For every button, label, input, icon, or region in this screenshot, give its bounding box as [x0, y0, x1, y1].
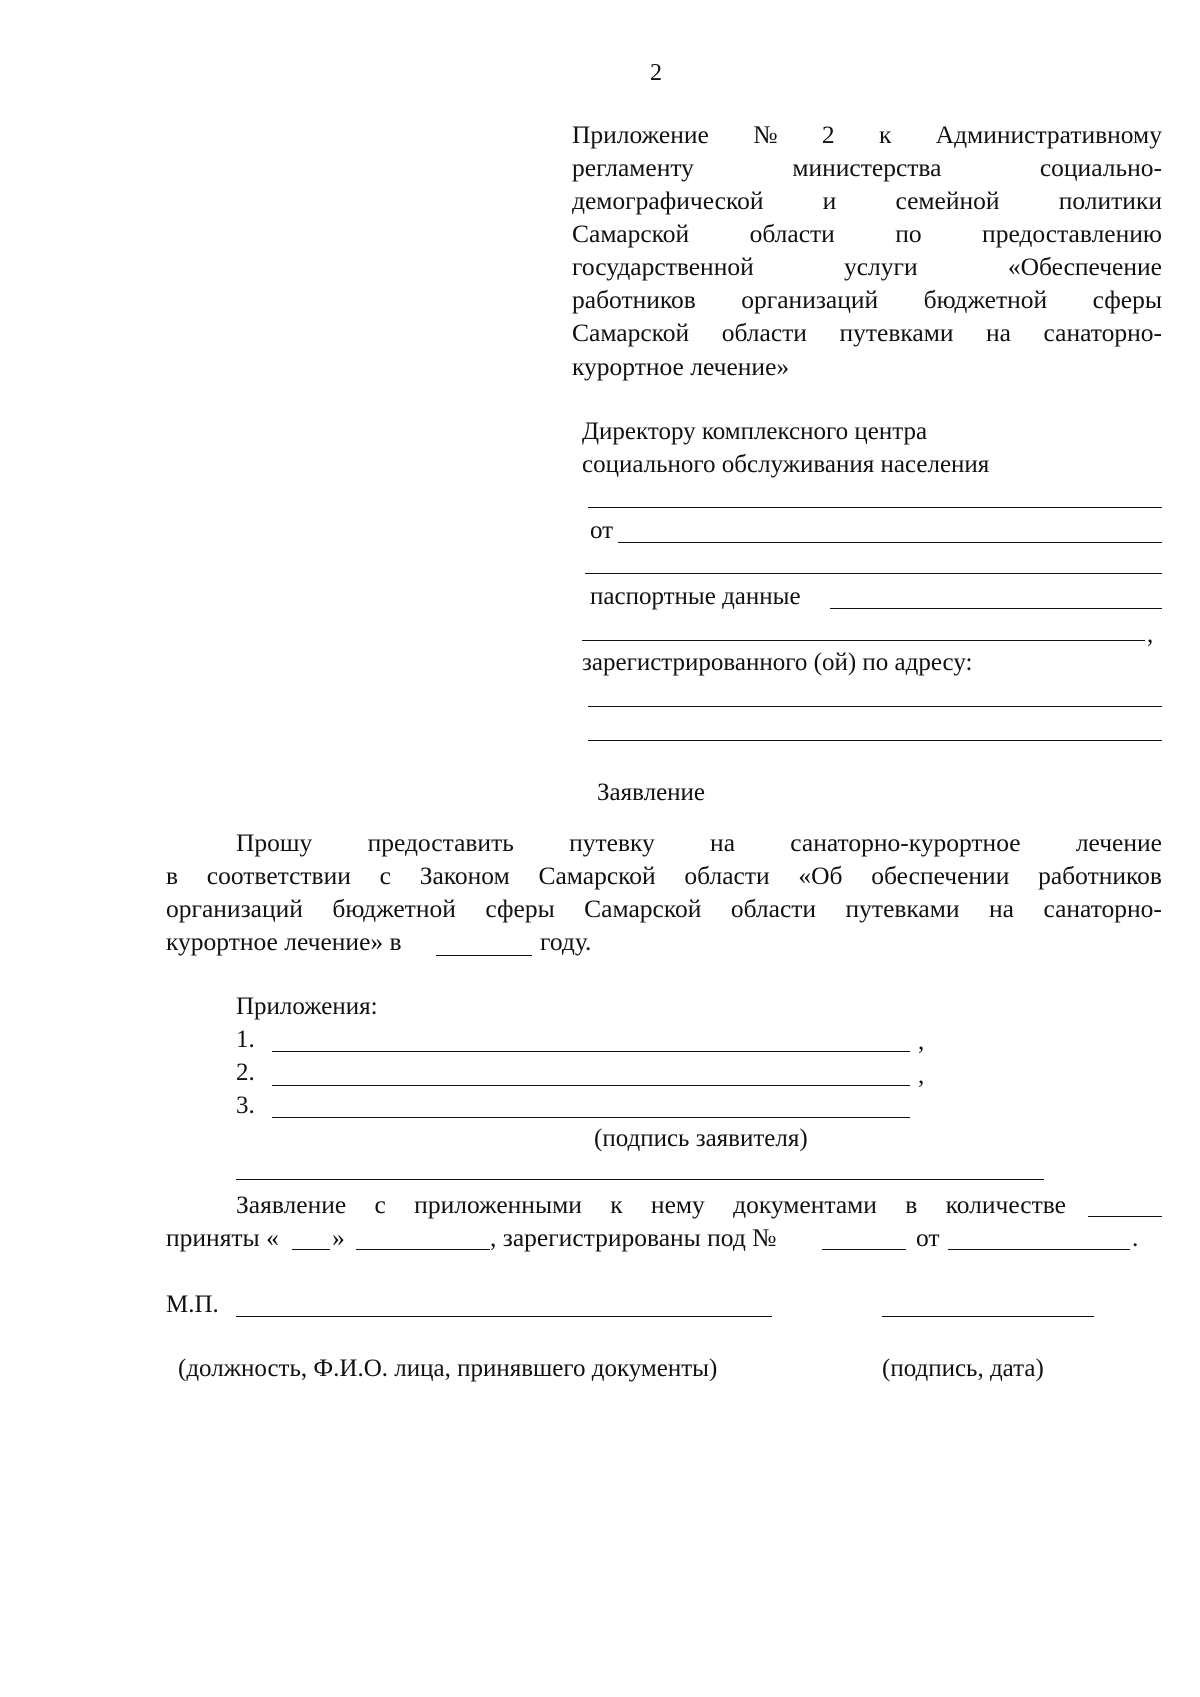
- appendix-word: Административному: [935, 120, 1162, 149]
- statement-word: «Об: [798, 861, 843, 890]
- statement-title: Заявление: [597, 779, 706, 806]
- appendix-word: путевками: [839, 318, 954, 347]
- position-caption: (должность, Ф.И.О. лица, принявшего документы): [178, 1355, 718, 1382]
- attachment-field-1[interactable]: [272, 1051, 910, 1052]
- appendix-last-line: курортное лечение»: [572, 352, 790, 381]
- attachment-field-2[interactable]: [272, 1085, 910, 1086]
- separator-line: [236, 1179, 1044, 1180]
- attachments-label: Приложения:: [236, 993, 378, 1020]
- registered-label: зарегистрированного (ой) по адресу:: [582, 649, 973, 676]
- accepted-month-field[interactable]: [356, 1249, 490, 1250]
- appendix-word: Самарской: [572, 318, 690, 347]
- appendix-word: на: [986, 318, 1011, 347]
- appendix-word: семейной: [895, 186, 1000, 215]
- passport-comma: ,: [1147, 621, 1154, 648]
- statement-word: на: [710, 828, 736, 857]
- appendix-word: социально-: [1039, 153, 1162, 182]
- addressee-line-2: социального обслуживания населения: [582, 451, 990, 478]
- position-name-field[interactable]: [236, 1316, 772, 1317]
- stamp-label: М.П.: [166, 1291, 219, 1318]
- address-field-1[interactable]: [588, 706, 1162, 707]
- year-field[interactable]: [436, 955, 532, 956]
- accepted-label: приняты «: [166, 1223, 279, 1252]
- acceptance-word: к: [610, 1190, 623, 1219]
- attachment-num-2: 2.: [236, 1059, 255, 1086]
- page-number: 2: [650, 60, 662, 86]
- statement-line-3: [166, 892, 1162, 925]
- statement-word: организаций: [166, 894, 303, 923]
- acceptance-word: документами: [733, 1190, 877, 1219]
- appendix-word: сферы: [1092, 285, 1162, 314]
- appendix-word: политики: [1058, 186, 1162, 215]
- statement-word: обеспечении: [871, 861, 1010, 890]
- appendix-word: государственной: [572, 252, 754, 281]
- statement-word: бюджетной: [332, 894, 456, 923]
- statement-word: с: [379, 861, 391, 890]
- appendix-word: регламенту: [572, 153, 694, 182]
- statement-word: санаторно-: [1043, 894, 1162, 923]
- statement-word: Прошу: [236, 828, 313, 857]
- signature-date-field[interactable]: [882, 1316, 1094, 1317]
- passport-field-continuation[interactable]: [582, 640, 1145, 641]
- appendix-word: области: [721, 318, 807, 347]
- attachment-num-1: 1.: [236, 1026, 255, 1053]
- statement-word: путевками: [845, 894, 960, 923]
- statement-word: сферы: [485, 894, 555, 923]
- statement-word: работников: [1038, 861, 1162, 890]
- statement-word: лечение: [1075, 828, 1162, 857]
- appendix-word: и: [822, 186, 837, 215]
- applicant-signature-caption: (подпись заявителя): [594, 1125, 808, 1152]
- appendix-line: [572, 283, 1162, 316]
- attachment-num-3: 3.: [236, 1092, 255, 1119]
- attachment-field-3[interactable]: [272, 1117, 910, 1118]
- appendix-word: работников: [572, 285, 696, 314]
- acceptance-word: приложенными: [414, 1190, 582, 1219]
- registration-from-label: от: [916, 1223, 940, 1252]
- appendix-line: [572, 151, 1162, 184]
- passport-label: паспортные данные: [590, 583, 801, 610]
- appendix-word: области: [749, 219, 835, 248]
- statement-word: Самарской: [538, 861, 656, 890]
- statement-line-4-suffix: году.: [540, 927, 592, 956]
- statement-word: в: [166, 861, 179, 890]
- statement-word: области: [730, 894, 817, 923]
- statement-word: области: [684, 861, 770, 890]
- acceptance-word: количестве: [945, 1190, 1066, 1219]
- appendix-line: [572, 118, 1162, 151]
- appendix-line: [572, 316, 1162, 349]
- passport-field[interactable]: [830, 608, 1162, 609]
- appendix-word: бюджетной: [923, 285, 1048, 314]
- statement-word: Самарской: [584, 894, 702, 923]
- acceptance-word: Заявление: [236, 1190, 347, 1219]
- acceptance-line-1: [236, 1188, 1066, 1221]
- registration-number-field[interactable]: [822, 1249, 906, 1250]
- addressee-blank-line[interactable]: [588, 507, 1162, 508]
- appendix-word: к: [878, 120, 892, 149]
- appendix-word: «Обеспечение: [1007, 252, 1162, 281]
- accepted-day-field[interactable]: [292, 1249, 330, 1250]
- from-field[interactable]: [618, 542, 1162, 543]
- attachment-comma-1: ,: [918, 1028, 925, 1055]
- appendix-word: министерства: [792, 153, 942, 182]
- appendix-word: Приложение: [572, 120, 709, 149]
- accepted-quote-close: »: [332, 1223, 345, 1252]
- acceptance-word: с: [374, 1190, 386, 1219]
- appendix-word: санаторно-: [1043, 318, 1162, 347]
- document-count-field[interactable]: [1088, 1216, 1162, 1217]
- appendix-word: №: [753, 120, 778, 149]
- acceptance-word: в: [905, 1190, 918, 1219]
- statement-line-2: [166, 859, 1162, 892]
- signature-date-caption: (подпись, дата): [882, 1355, 1044, 1382]
- appendix-word: по: [895, 219, 922, 248]
- statement-word: предоставить: [367, 828, 514, 857]
- appendix-word: организаций: [741, 285, 879, 314]
- statement-word: путевку: [569, 828, 655, 857]
- address-field-2[interactable]: [588, 740, 1162, 741]
- from-field-continuation[interactable]: [585, 573, 1162, 574]
- attachment-comma-2: ,: [918, 1062, 925, 1089]
- appendix-line: [572, 217, 1162, 250]
- statement-word: санаторно-курортное: [790, 828, 1021, 857]
- appendix-word: демографической: [572, 186, 764, 215]
- statement-word: Законом: [419, 861, 510, 890]
- statement-line-1: [236, 826, 1162, 859]
- appendix-word: Самарской: [572, 219, 690, 248]
- from-label: от: [590, 517, 614, 544]
- appendix-word: предоставлению: [982, 219, 1162, 248]
- appendix-word: 2: [821, 120, 835, 149]
- statement-word: соответствии: [206, 861, 351, 890]
- statement-line-4-prefix: курортное лечение» в: [166, 927, 402, 956]
- addressee-line-1: Директору комплексного центра: [582, 418, 928, 445]
- appendix-word: услуги: [843, 252, 918, 281]
- statement-line-4: [166, 925, 402, 958]
- statement-word: на: [989, 894, 1014, 923]
- registered-number-label: , зарегистрированы под №: [490, 1223, 777, 1252]
- acceptance-word: нему: [650, 1190, 705, 1219]
- appendix-line: [572, 184, 1162, 217]
- appendix-line: [572, 250, 1162, 283]
- acceptance-period: .: [1132, 1223, 1139, 1252]
- registration-date-field[interactable]: [948, 1249, 1130, 1250]
